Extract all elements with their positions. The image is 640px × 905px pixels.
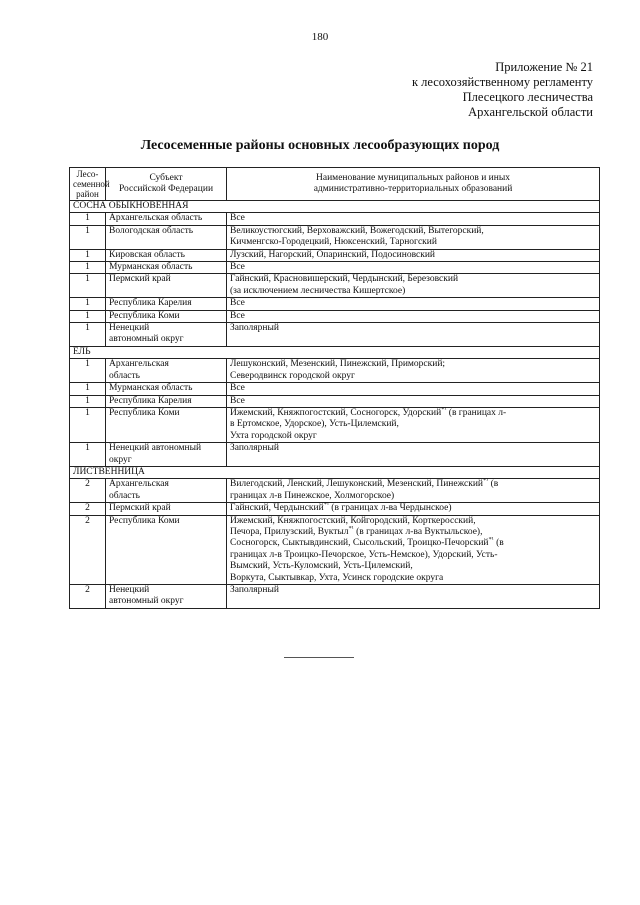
subject-cell: Пермский край <box>106 274 227 298</box>
zone-cell: 1 <box>70 274 106 298</box>
zone-cell: 1 <box>70 262 106 274</box>
table-row <box>70 310 600 322</box>
table-row <box>70 274 600 298</box>
districts-cell: Заполярный <box>227 323 600 347</box>
header-subject: Субъект Российской Федерации <box>106 168 227 201</box>
districts-cell: Вилегодский, Ленский, Лешуконский, Мезенский, Пинежский$^{*^1}$ (в границах л-в Пинежское, Холмогорское) <box>227 479 600 503</box>
table-row <box>70 213 600 225</box>
zone-cell: 1 <box>70 383 106 395</box>
header-zone: Лесо- семенной район <box>70 168 106 201</box>
zone-cell: 1 <box>70 323 106 347</box>
zone-cell: 1 <box>70 225 106 249</box>
districts-cell: Лузский, Нагорский, Опаринский, Подосиновский <box>227 249 600 261</box>
section-title: ЛИСТВЕННИЦА <box>70 466 600 478</box>
zone-cell: 1 <box>70 213 106 225</box>
districts-cell: Лешуконский, Мезенский, Пинежский, Приморский; Северодвинск городской округ <box>227 359 600 383</box>
zone-cell: 2 <box>70 479 106 503</box>
zone-cell: 1 <box>70 443 106 467</box>
districts-cell: Все <box>227 310 600 322</box>
footnote-marker: *¹ <box>348 524 354 532</box>
appendix-line: Архангельской области <box>468 105 593 119</box>
subject-cell: Мурманская область <box>106 383 227 395</box>
subject-cell: Ненецкий автономный округ <box>106 323 227 347</box>
districts-cell: Все <box>227 298 600 310</box>
appendix-line: Приложение № 21 <box>495 60 593 74</box>
subject-cell: Кировская область <box>106 249 227 261</box>
appendix-line: к лесохозяйственному регламенту <box>411 75 593 89</box>
table-row <box>70 585 600 609</box>
subject-cell: Ненецкий автономный округ <box>106 443 227 467</box>
zone-cell: 2 <box>70 515 106 584</box>
subject-cell: Вологодская область <box>106 225 227 249</box>
subject-cell: Архангельская область <box>106 359 227 383</box>
zone-cell: 1 <box>70 395 106 407</box>
districts-cell: Гайнский, Чердынский$^{*^1}$ (в границах л-ва Чердынское) <box>227 503 600 515</box>
subject-cell: Пермский край <box>106 503 227 515</box>
districts-cell: Ижемский, Княжпогостский, Сосногорск, Удорский$^{*^1}$ (в границах л- в Ертомское, Удорское), Усть-Цилемский, Ухта городской округ <box>227 407 600 442</box>
subject-cell: Ненецкий автономный округ <box>106 585 227 609</box>
table-row <box>70 383 600 395</box>
table-row <box>70 249 600 261</box>
districts-cell: Все <box>227 262 600 274</box>
subject-cell: Республика Карелия <box>106 298 227 310</box>
table-row <box>70 262 600 274</box>
header-districts: Наименование муниципальных районов и иных административно-территориальных образований <box>227 168 600 201</box>
end-divider <box>284 657 354 658</box>
districts-cell: Все <box>227 383 600 395</box>
zone-cell: 2 <box>70 503 106 515</box>
table-row <box>70 225 600 249</box>
footnote-marker: *¹ <box>323 501 329 508</box>
zone-cell: 1 <box>70 298 106 310</box>
zone-cell: 1 <box>70 310 106 322</box>
table-row <box>70 407 600 442</box>
zone-cell: 1 <box>70 359 106 383</box>
subject-cell: Республика Коми <box>106 310 227 322</box>
table-row <box>70 359 600 383</box>
seed-zones-table <box>69 167 600 609</box>
zone-cell: 1 <box>70 407 106 442</box>
table-row <box>70 323 600 347</box>
section-row <box>70 466 600 478</box>
table-row <box>70 395 600 407</box>
table-row <box>70 515 600 584</box>
districts-cell: Заполярный <box>227 585 600 609</box>
footnote-marker: *¹ <box>488 536 494 544</box>
subject-cell: Мурманская область <box>106 262 227 274</box>
subject-cell: Республика Карелия <box>106 395 227 407</box>
table-row <box>70 503 600 515</box>
subject-cell: Республика Коми <box>106 407 227 442</box>
districts-cell: Заполярный <box>227 443 600 467</box>
table-header-row <box>70 168 600 201</box>
section-row <box>70 201 600 213</box>
page-number: 180 <box>311 31 329 43</box>
subject-cell: Республика Коми <box>106 515 227 584</box>
document-title: Лесосеменные районы основных лесообразующих пород <box>140 138 500 153</box>
districts-cell: Все <box>227 213 600 225</box>
section-title: СОСНА ОБЫКНОВЕННАЯ <box>70 201 600 213</box>
table-row <box>70 479 600 503</box>
districts-cell: Великоустюгский, Верховажский, Вожегодский, Вытегорский, Кичменгско-Городецкий, Нюксенский, Тарногский <box>227 225 600 249</box>
appendix-header <box>412 60 593 120</box>
section-title: ЕЛЬ <box>70 346 600 358</box>
zone-cell: 2 <box>70 585 106 609</box>
table-body <box>70 201 600 609</box>
table-row <box>70 298 600 310</box>
districts-cell: Гайнский, Красновишерский, Чердынский, Березовский (за исключением лесничества Кишертское) <box>227 274 600 298</box>
districts-cell: Все <box>227 395 600 407</box>
section-row <box>70 346 600 358</box>
footnote-marker: *¹ <box>483 477 489 485</box>
subject-cell: Архангельская область <box>106 479 227 503</box>
appendix-line: Плесецкого лесничества <box>462 90 593 104</box>
zone-cell: 1 <box>70 249 106 261</box>
subject-cell: Архангельская область <box>106 213 227 225</box>
footnote-marker: *¹ <box>441 405 447 413</box>
table-row <box>70 443 600 467</box>
districts-cell: Ижемский, Княжпогостский, Койгородский, Корткеросский, Печора, Прилузский, Вуктыл$^{*^1}$ (в границах л-ва Вуктыльское), Сосногорск, Сыктывдинский, Сысольский, Троицко-Печорский$^{*^1}$ (в границах л-в Троицко-Печорское, Усть-Немское), Удорский, Усть- Вымский, Усть-Куломский, Усть-Цилемский, Воркута, Сыктывкар, Ухта, Усинск городские округа <box>227 515 600 584</box>
